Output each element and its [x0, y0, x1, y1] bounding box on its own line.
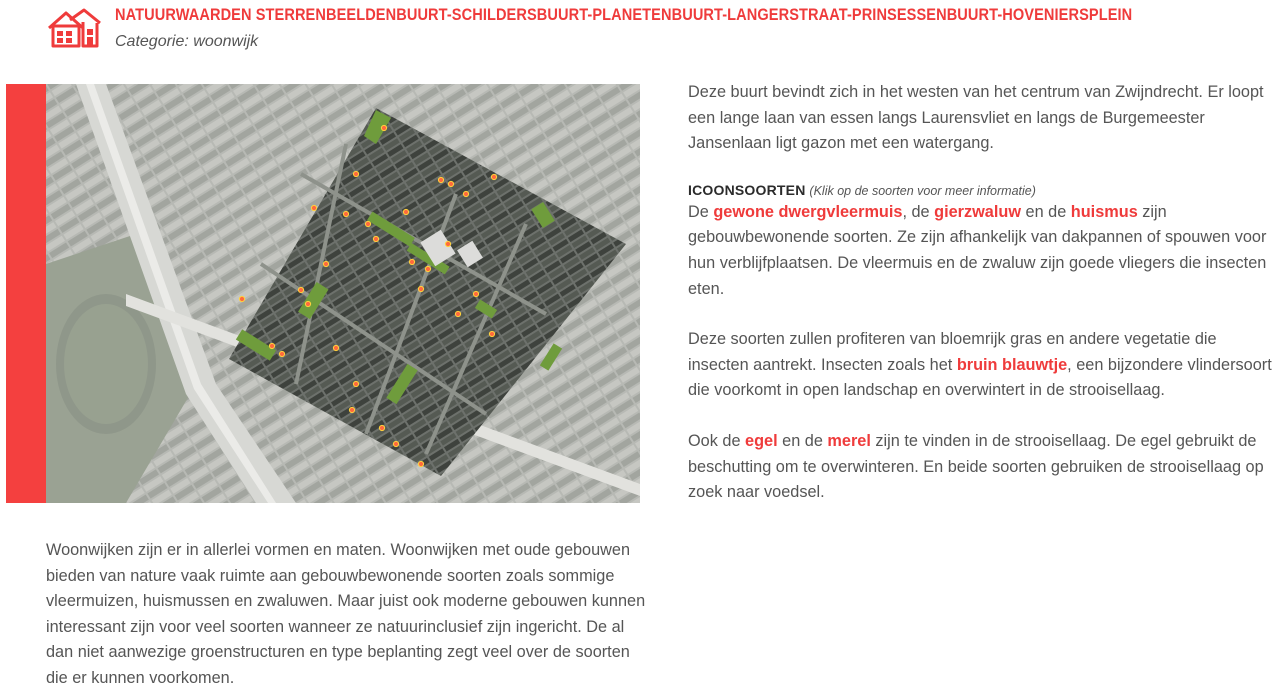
icoonsoorten-note: (Klik op de soorten voor meer informatie): [809, 183, 1036, 198]
description-column: [688, 80, 1280, 506]
text-segment: , de: [902, 202, 935, 221]
species-link-huismus[interactable]: huismus: [1070, 202, 1138, 221]
location-paragraph: Deze buurt bevindt zich in het westen van het centrum van Zwijndrecht. Er loopt een lange laan van essen langs Laurensvliet en langs de Burgemeester Jansenlaan ligt gazon met een watergang.: [688, 83, 1264, 153]
species-paragraph-2: [688, 327, 1280, 404]
text-segment: en de: [1021, 202, 1071, 221]
text-segment: Ook de: [688, 431, 746, 450]
text-segment: zijn gebouwbewonende soorten. Ze zijn afhankelijk van dakpannen of spouwen voor hun verblijfplaatsen. De vleermuis en de zwaluw zijn goede vliegers die insecten eten.: [688, 202, 1267, 298]
species-paragraph-3: [688, 429, 1280, 506]
species-link-merel[interactable]: merel: [827, 431, 871, 450]
text-segment: zijn te vinden in de strooisellaag. De egel gebruikt de beschutting om te overwinteren. En beide soorten gebruiken de strooisellaag op zoek naar voedsel.: [688, 431, 1264, 502]
species-link-gewone-dwergvleermuis[interactable]: gewone dwergvleermuis: [713, 202, 903, 221]
accent-bar: [6, 84, 46, 503]
text-segment: De: [688, 202, 714, 221]
houses-icon: [46, 8, 102, 50]
text-segment: , een bijzondere vlindersoort die voorkomt in open landschap en overwintert in de strooisellaag.: [688, 355, 1272, 400]
category-label: Categorie: woonwijk: [115, 33, 259, 50]
species-link-egel[interactable]: egel: [745, 431, 778, 450]
species-paragraph-1: [688, 200, 1280, 302]
icoonsoorten-heading: [688, 181, 1280, 200]
species-link-bruin-blauwtje[interactable]: bruin blauwtje: [956, 355, 1068, 374]
aerial-map: [46, 84, 640, 503]
page-title: NATUURWAARDEN STERRENBEELDENBUURT-SCHILDERSBUURT-PLANETENBUURT-LANGERSTRAAT-PRINSESSENBUURT-HOVENIERSPLEIN: [115, 6, 1133, 24]
icoonsoorten-title: ICOONSOORTEN: [688, 181, 806, 198]
text-segment: Deze soorten zullen profiteren van bloemrijk gras en andere vegetatie die insecten aantrekt. Insecten zoals het: [688, 330, 1217, 374]
text-segment: en de: [777, 431, 828, 450]
species-link-gierzwaluw[interactable]: gierzwaluw: [934, 202, 1021, 221]
intro-paragraph: Woonwijken zijn er in allerlei vormen en maten. Woonwijken met oude gebouwen bieden van nature vaak ruimte aan gebouwbewonende soorten zoals sommige vleermuizen, huismussen en zwaluwen. Maar juist ook moderne gebouwen kunnen interessant zijn voor veel soorten wanneer ze natuurinclusief zijn ingericht. De al dan niet aanwezige groenstructuren en type beplanting zegt veel over de soorten die er kunnen voorkomen.: [46, 541, 646, 687]
